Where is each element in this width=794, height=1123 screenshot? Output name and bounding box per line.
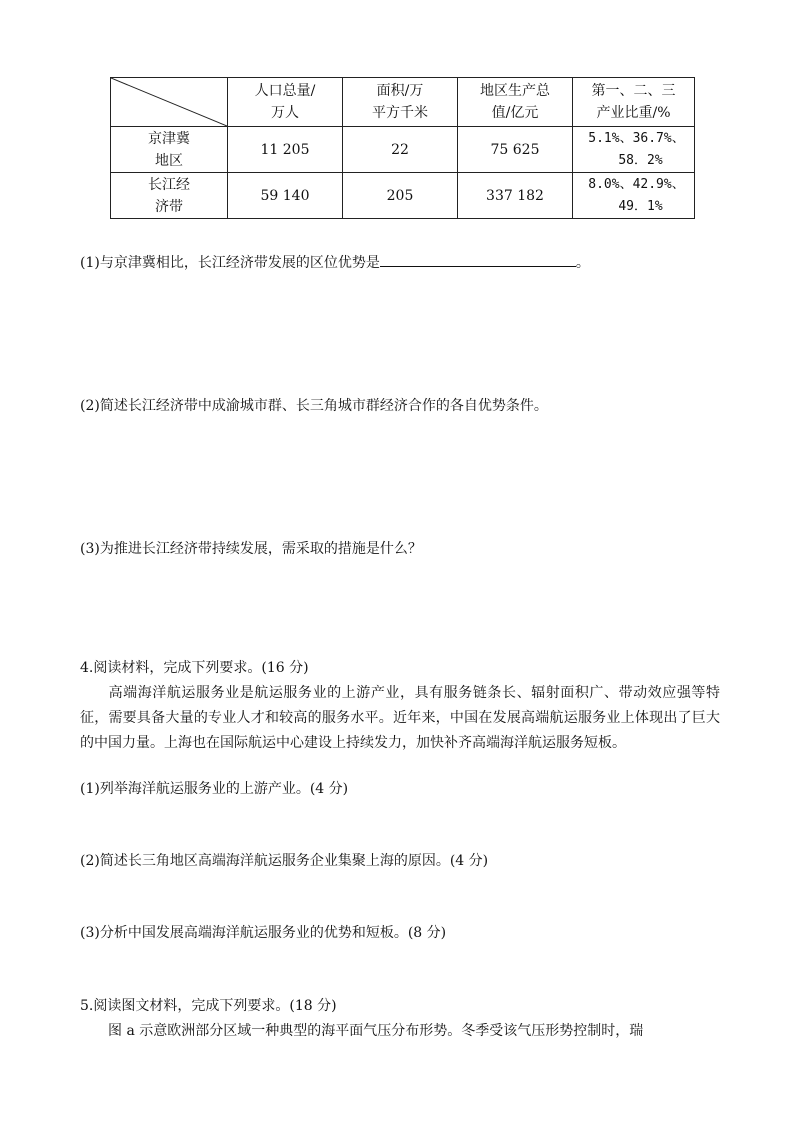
- industry-ratio-cell: 8.0%、42.9%、 49．1%: [573, 173, 695, 219]
- area-cell: 22: [343, 127, 458, 173]
- question-4-heading: 4.阅读材料，完成下列要求。(16 分): [80, 660, 309, 676]
- gdp-cell: 337 182: [458, 173, 573, 219]
- question-3-3: (3)为推进长江经济带持续发展，需采取的措施是什么？: [80, 541, 422, 557]
- header-industry-ratio: 第一、二、三 产业比重/%: [573, 78, 695, 127]
- question-5-material: 图 a 示意欧洲部分区域一种典型的海平面气压分布形势。冬季受该气压形势控制时，瑞: [108, 1023, 644, 1039]
- gdp-cell: 75 625: [458, 127, 573, 173]
- region-cell: 京津冀 地区: [111, 127, 228, 173]
- header-population: 人口总量/ 万人: [228, 78, 343, 127]
- population-cell: 11 205: [228, 127, 343, 173]
- question-4-material: 高端海洋航运服务业是航运服务业的上游产业，具有服务链条长、辐射面积广、带动效应强等特征，需要具备大量的专业人才和较高的服务水平。近年来，中国在发展高端航运服务业上体现出了巨大的中国力量。上海也在国际航运中心建设上持续发力，加快补齐高端海洋航运服务短板。: [80, 685, 720, 751]
- question-3-2: (2)简述长江经济带中成渝城市群、长三角城市群经济合作的各自优势条件。: [80, 398, 548, 414]
- answer-blank[interactable]: [380, 252, 576, 267]
- area-cell: 205: [343, 173, 458, 219]
- table-header-row: [111, 78, 695, 127]
- table-row: [111, 173, 695, 219]
- question-4-3: (3)分析中国发展高端海洋航运服务业的优势和短板。(8 分): [80, 925, 447, 941]
- question-4-1: (1)列举海洋航运服务业的上游产业。(4 分): [80, 781, 349, 797]
- header-area: 面积/万 平方千米: [343, 78, 458, 127]
- table-diagonal-cell: [111, 78, 228, 127]
- table-row: [111, 127, 695, 173]
- industry-ratio-cell: 5.1%、36.7%、 58．2%: [573, 127, 695, 173]
- region-cell: 长江经 济带: [111, 173, 228, 219]
- header-gdp: 地区生产总 值/亿元: [458, 78, 573, 127]
- question-3-1: (1)与京津冀相比，长江经济带发展的区位优势是 。: [80, 252, 590, 274]
- question-5-heading: 5.阅读图文材料，完成下列要求。(18 分): [80, 998, 337, 1014]
- region-comparison-table: [110, 77, 695, 219]
- diagonal-line-icon: [111, 78, 227, 126]
- population-cell: 59 140: [228, 173, 343, 219]
- question-4-2: (2)简述长三角地区高端海洋航运服务企业集聚上海的原因。(4 分): [80, 853, 489, 869]
